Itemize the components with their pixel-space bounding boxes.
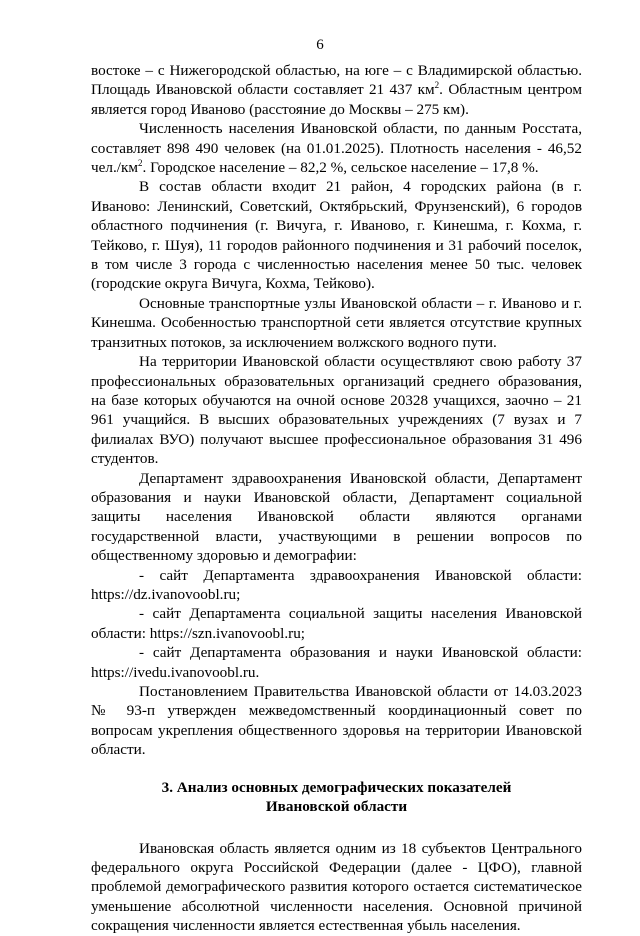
- paragraph-education: На территории Ивановской области осуществляют свою работу 37 профессиональных образовательных организаций среднего образования, на базе которых обучаются на очной основе 20328 учащихся, заочно – 21 961 учащийся. В высших образовательных учреждениях (7 вузах и 7 филиалах ВУО) получают высшее профессиональное образования 31 496 студентов.: [91, 353, 582, 468]
- superscript: 2: [434, 80, 440, 91]
- paragraph-structure: В состав области входит 21 район, 4 городских района (в г. Иваново: Ленинский, Советский, Октябрьский, Фрунзенский), 6 городов областного подчинения (г. Вичуга, г. Иваново, г. Кинешма, г. Кохма, г. Тейково, г. Шуя), 11 городов районного подчинения и 31 рабочий поселок, в том числе 3 города с численностью населения менее 50 тыс. человек (городские округа Вичуга, Кохма, Тейково).: [91, 178, 582, 293]
- section-heading: [91, 778, 582, 816]
- superscript: 2: [137, 158, 143, 169]
- page-number: 6: [316, 37, 324, 53]
- paragraph-resolution: Постановлением Правительства Ивановской области от 14.03.2023 № 93-п утвержден межведомственный координационный совет по вопросам укрепления общественного здоровья на территории Ивановской области.: [91, 683, 582, 759]
- list-item-health-site: - сайт Департамента здравоохранения Ивановской области: https://dz.ivanovoobl.ru;: [91, 566, 582, 603]
- paragraph-population-tail: . Городское население – 82,2 %, сельское население – 17,8 %.: [142, 159, 539, 177]
- paragraph-population-text: Численность населения Ивановской области, по данным Росстата, составляет 898 490 человек (на 01.01.2025). Плотность населения - 46,52 чел./км: [91, 120, 582, 177]
- paragraph-population: [91, 119, 582, 177]
- section-heading-line2: Ивановской области: [265, 797, 408, 815]
- paragraph-transport: Основные транспортные узлы Ивановской области – г. Иваново и г. Кинешма. Особенностью транспортной сети является отсутствие крупных транзитных потоков, за исключением волжского водного пути.: [91, 294, 582, 351]
- paragraph-demography: Ивановская область является одним из 18 субъектов Центрального федерального округа Российской Федерации (далее - ЦФО), главной проблемой демографического развития которого остается систематическое уменьшение абсолютной численности населения. Основной причиной сокращения численности является естественная убыль населения.: [91, 839, 582, 935]
- paragraph-borders-text: востоке – с Нижегородской областью, на юге – с Владимирской областью. Площадь Ивановской области составляет 21 437 км: [91, 62, 582, 99]
- list-item-education-site: - сайт Департамента образования и науки Ивановской области: https://ivedu.ivanovoobl.ru.: [91, 644, 582, 681]
- paragraph-borders-area: [91, 61, 582, 119]
- section-heading-line1: 3. Анализ основных демографических показателей: [161, 778, 512, 796]
- paragraph-departments: Департамент здравоохранения Ивановской области, Департамент образования и науки Ивановской области, Департамент социальной защиты населения Ивановской области являются органами государственной власти, участвующими в решении вопросов по общественному здоровью и демографии:: [91, 469, 582, 565]
- list-item-social-site: - сайт Департамента социальной защиты населения Ивановской области: https://szn.ivanovoobl.ru;: [91, 605, 582, 642]
- paragraph-borders-tail: . Областным центром является город Иваново (расстояние до Москвы – 275 км).: [91, 81, 582, 118]
- document-body: [91, 61, 582, 936]
